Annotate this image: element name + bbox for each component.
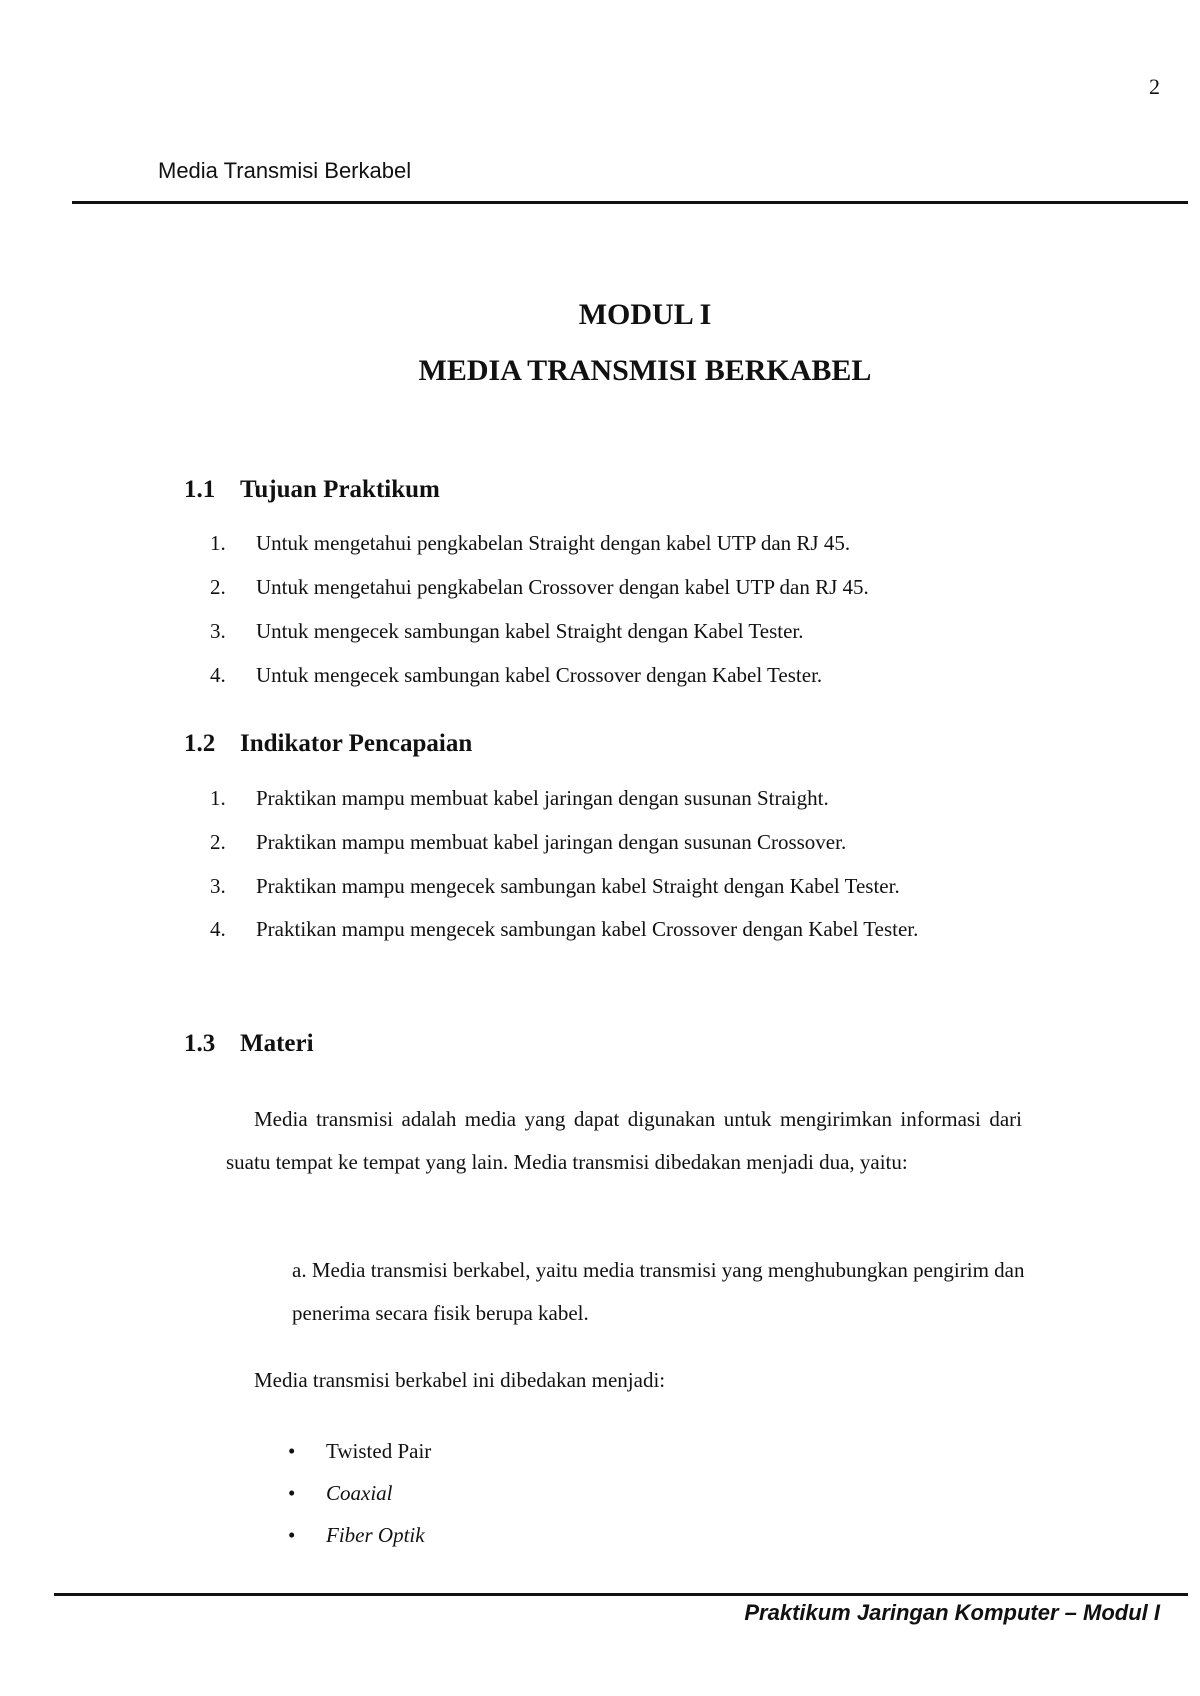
list-index: 3. <box>210 874 226 898</box>
bullet-item <box>284 1514 431 1556</box>
materi-sub-item: a. Media transmisi berkabel, yaitu media transmisi yang menghubungkan pengirim dan penerima secara fisik berupa kabel. <box>292 1258 1025 1325</box>
section-title: Materi <box>240 1030 314 1057</box>
materi-paragraph: Media transmisi adalah media yang dapat digunakan untuk mengirimkan informasi dari suatu tempat ke tempat yang lain. Media transmisi dibedakan menjadi dua, yaitu: <box>226 1107 1022 1174</box>
running-footer: Praktikum Jaringan Komputer – Modul I <box>744 1600 1160 1625</box>
list-item <box>210 565 1022 609</box>
list-text: Untuk mengecek sambungan kabel Straight dengan Kabel Tester. <box>256 619 804 643</box>
section-title: Indikator Pencapaian <box>240 730 473 757</box>
section-number: 1.3 <box>184 1030 216 1057</box>
running-header: Media Transmisi Berkabel <box>158 158 412 183</box>
section-number: 1.1 <box>184 476 216 503</box>
list-index: 3. <box>210 619 226 643</box>
section-heading-indikator <box>184 730 472 758</box>
list-item <box>210 609 1022 653</box>
bullet-text: Fiber Optik <box>326 1523 425 1547</box>
list-text: Praktikan mampu membuat kabel jaringan dengan susunan Straight. <box>256 786 829 810</box>
section-heading-materi <box>184 1030 314 1058</box>
list-text: Untuk mengetahui pengkabelan Crossover dengan kabel UTP dan RJ 45. <box>256 575 869 599</box>
module-subtitle: MEDIA TRANSMISI BERKABEL <box>418 354 872 387</box>
media-bullet-list <box>284 1430 431 1556</box>
indikator-list <box>210 776 1022 950</box>
list-item <box>210 864 1022 908</box>
bullet-item <box>284 1430 431 1472</box>
list-text: Untuk mengetahui pengkabelan Straight dengan kabel UTP dan RJ 45. <box>256 531 851 555</box>
bullet-icon: • <box>288 1439 296 1463</box>
bullet-icon: • <box>288 1523 296 1547</box>
footer-divider <box>54 1593 1188 1596</box>
module-title: MODUL I <box>578 298 712 331</box>
list-item <box>210 776 1022 820</box>
list-text: Untuk mengecek sambungan kabel Crossover dengan Kabel Tester. <box>256 663 823 687</box>
section-number: 1.2 <box>184 730 216 757</box>
list-text: Praktikan mampu membuat kabel jaringan dengan susunan Crossover. <box>256 830 847 854</box>
list-index: 2. <box>210 575 226 599</box>
tujuan-list <box>210 521 1022 697</box>
list-text: Praktikan mampu mengecek sambungan kabel Straight dengan Kabel Tester. <box>256 874 900 898</box>
list-index: 1. <box>210 786 226 810</box>
list-index: 1. <box>210 531 226 555</box>
section-heading-tujuan <box>184 476 440 504</box>
header-divider <box>72 201 1188 204</box>
list-index: 4. <box>210 917 226 941</box>
list-text: Praktikan mampu mengecek sambungan kabel Crossover dengan Kabel Tester. <box>256 917 919 941</box>
list-index: 2. <box>210 830 226 854</box>
list-item <box>210 820 1022 864</box>
section-title: Tujuan Praktikum <box>240 476 440 503</box>
bullet-text: Coaxial <box>326 1481 393 1505</box>
bullet-icon: • <box>288 1481 296 1505</box>
bullet-text: Twisted Pair <box>326 1439 432 1463</box>
page-number: 2 <box>1149 74 1160 99</box>
materi-lead: Media transmisi berkabel ini dibedakan menjadi: <box>254 1368 666 1392</box>
bullet-item <box>284 1472 431 1514</box>
list-item <box>210 521 1022 565</box>
list-item <box>210 908 1022 950</box>
list-item <box>210 653 1022 697</box>
list-index: 4. <box>210 663 226 687</box>
